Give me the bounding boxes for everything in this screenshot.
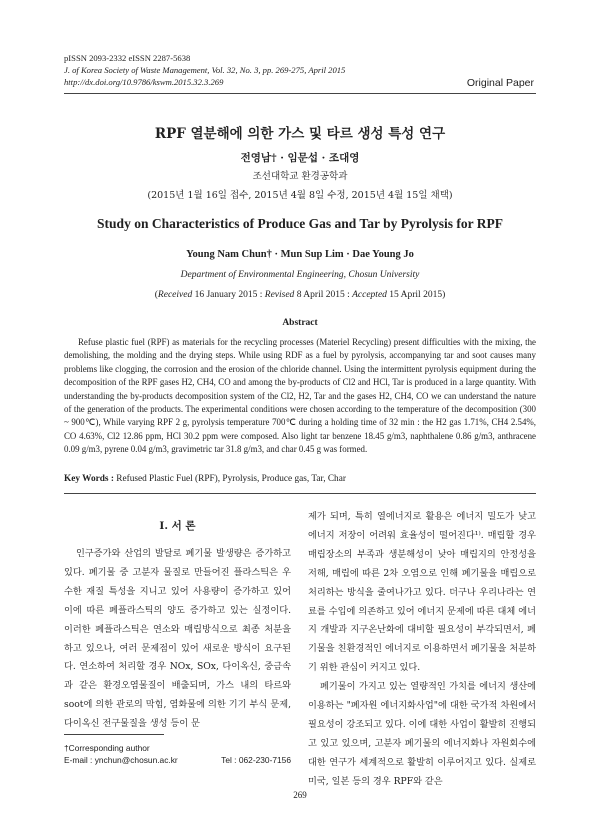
doi-link[interactable]: http://dx.doi.org/10.9786/kswm.2015.32.3.269 xyxy=(64,77,224,87)
korean-affiliation: 조선대학교 환경공학과 xyxy=(252,171,348,182)
received-date: 16 January 2015 xyxy=(194,290,258,300)
author-email[interactable]: E-mail : ynchun@chosun.ac.kr xyxy=(64,755,178,765)
english-authors: Young Nam Chun† · Mun Sup Lim · Dae Young Jo xyxy=(186,249,414,260)
body-column-left xyxy=(64,545,291,734)
paragraph: 폐기물이 가지고 있는 열량적인 가치를 에너지 생산에 이용하는 "폐자원 에너지화사업"에 대한 국가적 차원에서 필요성이 강조되고 있다. 이에 대한 사업이 활발히 진행되고 있고 있으며, 고분자 폐기물의 에너지화나 자원회수에 대한 연구가 세계적으로 활발히 이루어지고 있다. 실제로 미국, 일본 등의 경우 RPF와 같은 xyxy=(308,681,536,787)
english-affiliation: Department of Environmental Engineering, Chosun University xyxy=(180,270,420,280)
issn-line: pISSN 2093-2332 eISSN 2287-5638 xyxy=(64,53,191,63)
body-column-right xyxy=(308,508,536,792)
page-number: 269 xyxy=(293,790,307,800)
revised-date: 8 April 2015 xyxy=(296,290,345,300)
keywords-text: Refused Plastic Fuel (RPF), Pyrolysis, Produce gas, Tar, Char xyxy=(116,474,346,484)
journal-header xyxy=(64,52,345,88)
corresponding-author-note: †Corresponding author xyxy=(64,743,150,753)
journal-citation: J. of Korea Society of Waste Management, Vol. 32, No. 3, pp. 269-275, April 2015 xyxy=(64,65,346,75)
keywords-rule xyxy=(64,493,536,494)
accepted-label: Accepted xyxy=(352,290,387,300)
accepted-date: 15 April 2015 xyxy=(389,290,443,300)
abstract-text: Refuse plastic fuel (RPF) as materials for the recycling processes (Materiel Recycling) present difficulties with the mixing, the demolishing, the molding and the drying steps. While using RDF as a fuel by pyrolysis, accompanying tar and soot causes many problems like clogging, the corrosion and the erosion of the chloride channel. Using the intermittent pyrolysis equipment during the decomposition of the RPF gases H2, CH4, CO and among the by-products of Cl2 and HCl, Tar is produced in a large quantity. With understanding the by-products decomposition system of the Cl2, H2, Tar and the gases H2, CH4, CO we can understand the nature of the generation of the products. The experimental conditions were chosen according to the temperature of the decomposition (300 ~ 900℃), While varying RPF 2 g, pyrolysis temperature 700℃ during a holding time of 32 min : the H2 gas 1.71%, CH4 2.54%, CO 4.63%, Cl2 12.86 ppm, HCl 30.2 ppm were composed. Also light tar benzene 18.45 g/m3, naphthalene 0.86 g/m3, anthracene 0.09 g/m3, pyrene 0.04 g/m3, gravimetric tar 31.8 g/m3, and char 0.45 g was formed. xyxy=(64,337,536,455)
english-dates: (Received 16 January 2015 : Revised 8 April 2015 : Accepted 15 April 2015) xyxy=(154,290,446,300)
section-heading-introduction: I. 서 론 xyxy=(159,520,196,532)
footnote xyxy=(64,742,291,766)
author-tel: Tel : 062-230-7156 xyxy=(221,755,291,765)
keywords xyxy=(64,474,346,484)
korean-dates: (2015년 1월 16일 접수, 2015년 4월 8일 수정, 2015년 4월 15일 채택) xyxy=(147,190,453,201)
abstract-body xyxy=(64,336,536,457)
received-label: Received xyxy=(157,290,193,300)
paper-type-label: Original Paper xyxy=(466,77,534,89)
keywords-label: Key Words : xyxy=(64,474,114,484)
header-rule xyxy=(64,93,536,94)
paragraph: 인구증가와 산업의 발달로 폐기물 발생량은 증가하고 있다. 폐기물 중 고분자 물질로 만들어진 플라스틱은 우수한 재질 특성을 지니고 있어 사용량이 증가하고 있어 이에 따른 폐플라스틱의 양도 증가하고 있는 실정이다. 이러한 폐플라스틱은 연소와 매립방식으로 최종 처분을 하고 있으나, 여러 문제점이 있어 새로운 방식이 요구된다. 연소하여 처리할 경우 NOx, SOx, 다이옥신, 중금속과 같은 환경오염물질이 배출되며, 가스 내의 타르와 soot에 의한 관로의 막힘, 염화물에 의한 기기 부식 문제, 다이옥신 전구물질을 생성 등이 문 xyxy=(64,548,291,730)
revised-label: Revised xyxy=(264,290,295,300)
footnote-rule xyxy=(64,734,164,735)
paragraph: 제가 되며, 특히 열에너지로 활용은 에너지 밀도가 낮고 에너지 저장이 어려워 효율성이 떨어진다¹⁾. 매립할 경우 매립장소의 부족과 생분해성이 낮아 매립지의 안정성을 저해, 매립에 따른 2차 오염으로 인해 폐기물을 매립으로 처리하는 방식을 줄여나가고 있다. 더구나 우리나라는 연료를 수입에 의존하고 있어 에너지 문제에 따른 대체 에너지 개발과 지구온난화에 대비할 필요성이 부각되면서, 폐기물을 친환경적인 에너지로 이용하면서 폐기물을 처분하기 위한 관심이 커지고 있다. xyxy=(308,511,536,674)
english-title: Study on Characteristics of Produce Gas and Tar by Pyrolysis for RPF xyxy=(97,216,503,231)
korean-title: RPF 열분해에 의한 가스 및 타르 생성 특성 연구 xyxy=(154,126,446,142)
korean-authors: 전영남† · 임문섭 · 조대영 xyxy=(240,152,360,164)
abstract-heading: Abstract xyxy=(282,318,318,328)
